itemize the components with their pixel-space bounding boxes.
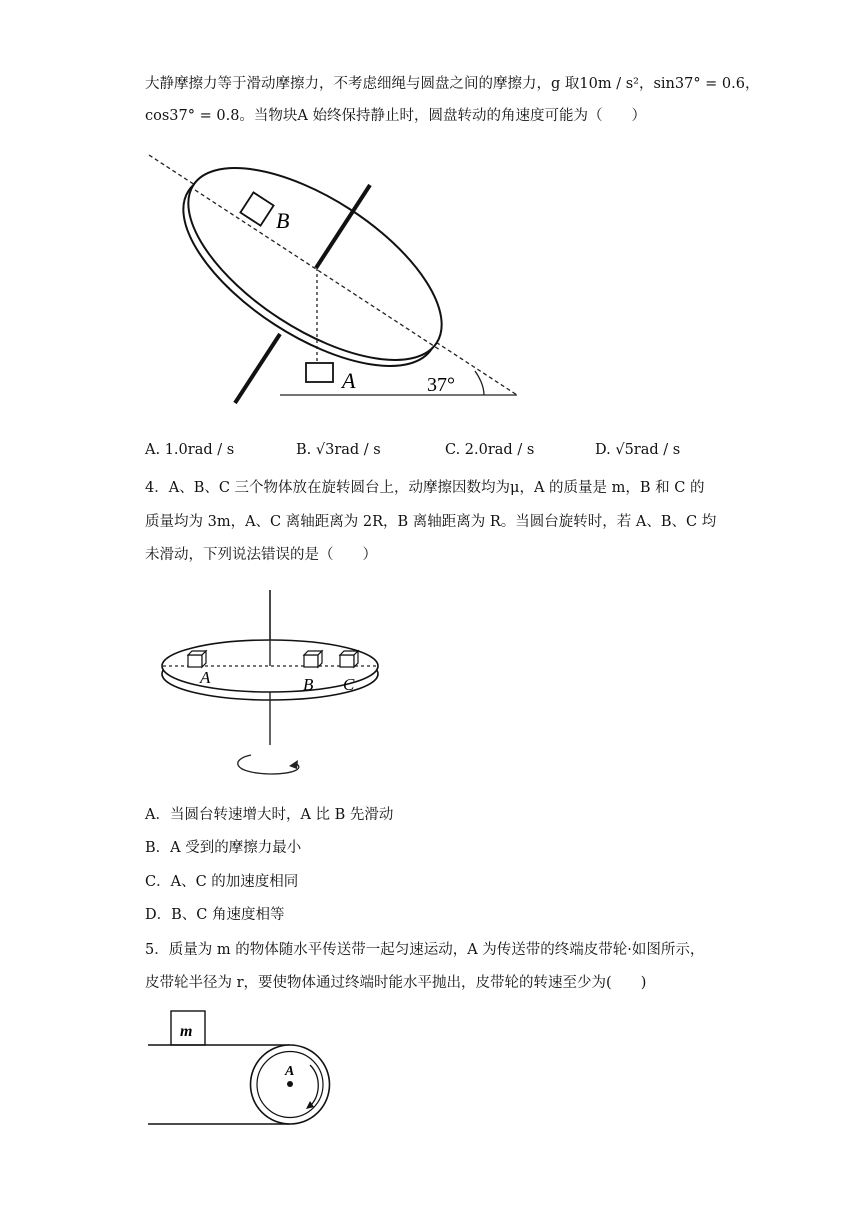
q4-option-d: D．B、C 角速度相等 [145,907,285,923]
q5-text-line-2: 皮带轮半径为 r，要使物体通过终端时能水平抛出，皮带轮的转速至少为( ) [145,975,647,991]
q5-text-line-1: 5．质量为 m 的物体随水平传送带一起匀速运动，A 为传送带的终端皮带轮·如图所示， [145,942,705,958]
q3-option-a: A. 1.0rad / s [145,442,235,458]
label-mass: m [180,1023,193,1040]
q4-text-line-1: 4．A、B、C 三个物体放在旋转圆台上，动摩擦因数均为μ，A 的质量是 m，B 和 C 的 [145,480,705,496]
label-block-a: A [342,368,356,393]
label-block-b: B [276,208,290,233]
label-angle: 37° [427,374,455,396]
q3-option-c: C. 2.0rad / s [445,442,535,458]
q3-option-d: D. √5rad / s [595,442,681,458]
q5-figure-conveyor [140,1005,360,1135]
q3-text-line-2: cos37° = 0.8。当物块A 始终保持静止时，圆盘转动的角速度可能为（ ） [145,108,646,124]
q3-text-line-1: 大静摩擦力等于滑动摩擦力，不考虑细绳与圆盘之间的摩擦力，g 取10m / s²，sin37° = 0.6， [145,76,760,92]
label-wheel: A [285,1064,295,1079]
q4-figure-rotating-table [155,585,395,780]
label-a: A [200,668,211,687]
q3-option-b: B. √3rad / s [296,442,381,458]
q4-option-c: C．A、C 的加速度相同 [145,874,299,890]
q4-option-b: B．A 受到的摩擦力最小 [145,840,302,856]
label-c: C [343,675,355,694]
q4-text-line-2: 质量均为 3m，A、C 离轴距离为 2R，B 离轴距离为 R。当圆台旋转时，若 A、B、C 均 [145,514,717,530]
rotation-arrow-icon [289,760,298,769]
q4-option-a: A．当圆台转速增大时，A 比 B 先滑动 [145,807,394,823]
label-b: B [303,675,314,694]
q4-text-line-3: 未滑动，下列说法错误的是（ ） [145,547,377,563]
q3-figure-tilted-disk [140,150,530,410]
